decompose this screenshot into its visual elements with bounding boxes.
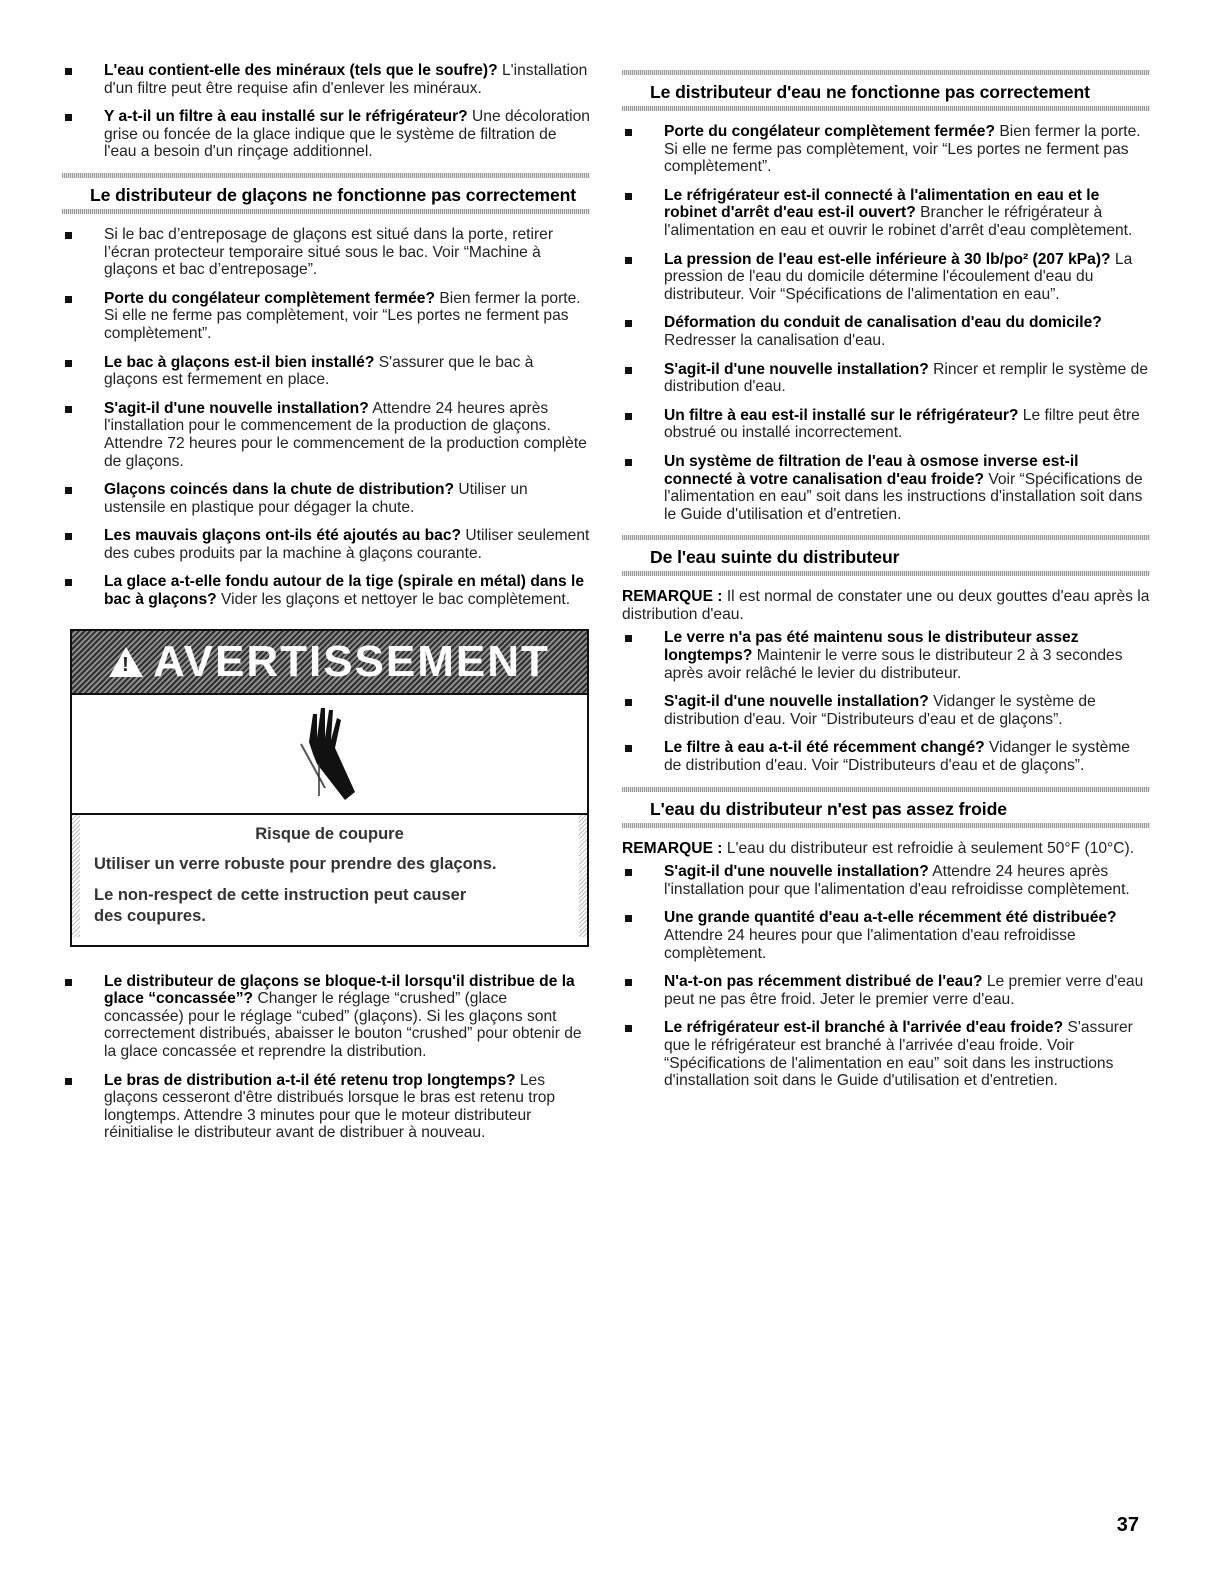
list-item: Glaçons coincés dans la chute de distribution? Utiliser un ustensile en plastique pour dégager la chute. bbox=[62, 481, 590, 516]
water-section-list bbox=[622, 123, 1150, 523]
warning-triangle-icon bbox=[109, 647, 143, 677]
section-title: Le distributeur d'eau ne fonctionne pas correctement bbox=[650, 82, 1090, 102]
warning-instruction: Utiliser un verre robuste pour prendre des glaçons. bbox=[94, 854, 497, 873]
list-item: Une grande quantité d'eau a-t-elle récemment été distribuée? Attendre 24 heures pour que l'alimentation d'eau refroidisse complètement. bbox=[622, 909, 1150, 962]
list-item: Un système de filtration de l'eau à osmose inverse est-il connecté à votre canalisation d'eau froide? Voir “Spécifications de l'alimentation en eau” soit dans les instructions d'installation soit dans le Guide d'utilisation et d'entretien. bbox=[622, 453, 1150, 523]
list-item: S'agit-il d'une nouvelle installation? Rincer et remplir le système de distribution d'eau. bbox=[622, 361, 1150, 396]
list-item: Le distributeur de glaçons se bloque-t-il lorsqu'il distribue de la glace “concassée”? Changer le réglage “crushed” (glace concassée) pour le réglage “cubed” (glaçons). Si les glaçons sont correctement distribués, abaisser le bouton “crushed” pour obtenir de la glace concassée et reprendre la distribution. bbox=[62, 973, 590, 1061]
page-number: 37 bbox=[1116, 1514, 1139, 1536]
list-item: Le filtre à eau a-t-il été récemment changé? Vidanger le système de distribution d'eau. Voir “Distributeurs d'eau et de glaçons”. bbox=[622, 739, 1150, 774]
list-item: Les mauvais glaçons ont-ils été ajoutés au bac? Utiliser seulement des cubes produits par la machine à glaçons courante. bbox=[62, 527, 590, 562]
list-item: Porte du congélateur complètement fermée? Bien fermer la porte. Si elle ne ferme pas complètement, voir “Les portes ne ferment pas complètement”. bbox=[62, 290, 590, 343]
warning-box bbox=[70, 629, 589, 947]
divider bbox=[622, 787, 1150, 792]
list-item: Le verre n'a pas été maintenu sous le distributeur assez longtemps? Maintenir le verre sous le distributeur 2 à 3 secondes après avoir relâché le levier du distributeur. bbox=[622, 629, 1150, 682]
warning-risk: Risque de coupure bbox=[255, 824, 404, 843]
divider bbox=[622, 106, 1150, 111]
divider bbox=[62, 209, 590, 214]
list-item: L'eau contient-elle des minéraux (tels que le soufre)? L'installation d'un filtre peut être requise afin d'enlever les minéraux. bbox=[62, 62, 590, 97]
section-title: De l'eau suinte du distributeur bbox=[650, 547, 900, 568]
list-item: Porte du congélateur complètement fermée? Bien fermer la porte. Si elle ne ferme pas complètement, voir “Les portes ne ferment pas complètement”. bbox=[622, 123, 1150, 176]
divider bbox=[622, 535, 1150, 540]
section-title: Le distributeur de glaçons ne fonctionne pas correctement bbox=[90, 184, 577, 205]
left-column bbox=[62, 62, 590, 1153]
list-item: N'a-t-on pas récemment distribué de l'eau? Le premier verre d'eau peut ne pas être froid. Jeter le premier verre d'eau. bbox=[622, 973, 1150, 1008]
list-item: Déformation du conduit de canalisation d'eau du domicile? Redresser la canalisation d'eau. bbox=[622, 314, 1150, 349]
warning-consequence: Le non-respect de cette instruction peut causer des coupures. bbox=[94, 885, 467, 925]
divider bbox=[622, 571, 1150, 576]
leak-section-list bbox=[622, 629, 1150, 774]
water-section-header bbox=[622, 70, 1150, 111]
ice-section-list bbox=[62, 226, 590, 609]
divider bbox=[62, 173, 590, 178]
list-item: S'agit-il d'une nouvelle installation? Vidanger le système de distribution d'eau. Voir “Distributeurs d'eau et de glaçons”. bbox=[622, 693, 1150, 728]
list-item: Un filtre à eau est-il installé sur le réfrigérateur? Le filtre peut être obstrué ou installé incorrectement. bbox=[622, 407, 1150, 442]
list-item: Si le bac d’entreposage de glaçons est situé dans la porte, retirer l’écran protecteur temporaire situé sous le bac. Voir “Machine à glaçons et bac d’entreposage”. bbox=[62, 226, 590, 279]
section-title: L'eau du distributeur n'est pas assez froide bbox=[650, 798, 1007, 819]
cold-note: REMARQUE : L'eau du distributeur est refroidie à seulement 50°F (10°C). bbox=[622, 839, 1135, 857]
cold-section-header bbox=[622, 787, 1150, 828]
warning-title: AVERTISSEMENT bbox=[153, 636, 550, 686]
ice-section-header bbox=[62, 173, 590, 214]
list-item: La pression de l'eau est-elle inférieure à 30 lb/po² (207 kPa)? La pression de l'eau du domicile détermine l'écoulement d'eau du distributeur. Voir “Spécifications de l'alimentation en eau”. bbox=[622, 251, 1150, 304]
intro-list bbox=[62, 62, 590, 161]
divider bbox=[622, 70, 1150, 75]
warning-frame bbox=[72, 815, 587, 937]
list-item: Le bras de distribution a-t-il été retenu trop longtemps? Les glaçons cesseront d'être distribués lorsque le bras est retenu trop longtemps. Attendre 3 minutes pour que le moteur distributeur réinitialise le distributeur avant de distribuer à nouveau. bbox=[62, 1072, 590, 1142]
list-item: Le réfrigérateur est-il connecté à l'alimentation en eau et le robinet d'arrêt d'eau est-il ouvert? Brancher le réfrigérateur à l'alimentation en eau et ouvrir le robinet d'arrêt d'eau complètement. bbox=[622, 187, 1150, 240]
divider bbox=[622, 823, 1150, 828]
leak-note: REMARQUE : Il est normal de constater une ou deux gouttes d'eau après la distribution d'eau. bbox=[622, 588, 1150, 623]
cold-section-list bbox=[622, 863, 1150, 1090]
leak-section-header bbox=[622, 535, 1150, 576]
list-item: Le réfrigérateur est-il branché à l'arrivée d'eau froide? S'assurer que le réfrigérateur est branché à l'arrivée d'eau froide. Voir “Spécifications de l'alimentation en eau” soit dans les instructions d'installation soit dans le Guide d'utilisation et d'entretien. bbox=[622, 1019, 1150, 1089]
cut-hazard-icon bbox=[72, 695, 587, 815]
list-item: S'agit-il d'une nouvelle installation? Attendre 24 heures après l'installation pour le commencement de la production de glaçons. Attendre 72 heures pour le commencement de la production complète de glaçons. bbox=[62, 400, 590, 470]
list-item: La glace a-t-elle fondu autour de la tige (spirale en métal) dans le bac à glaçons? Vider les glaçons et nettoyer le bac complètement. bbox=[62, 573, 590, 608]
warning-body bbox=[80, 815, 579, 937]
list-item: Y a-t-il un filtre à eau installé sur le réfrigérateur? Une décoloration grise ou foncée de la glace indique que le système de filtration de l'eau a besoin d'un rinçage additionnel. bbox=[62, 108, 590, 161]
warning-header bbox=[72, 631, 587, 695]
list-item: Le bac à glaçons est-il bien installé? S'assurer que le bac à glaçons est fermement en place. bbox=[62, 354, 590, 389]
list-item: S'agit-il d'une nouvelle installation? Attendre 24 heures après l'installation pour que l'alimentation d'eau refroidisse complètement. bbox=[622, 863, 1150, 898]
after-warning-list bbox=[62, 973, 590, 1142]
right-column bbox=[622, 70, 1150, 1101]
